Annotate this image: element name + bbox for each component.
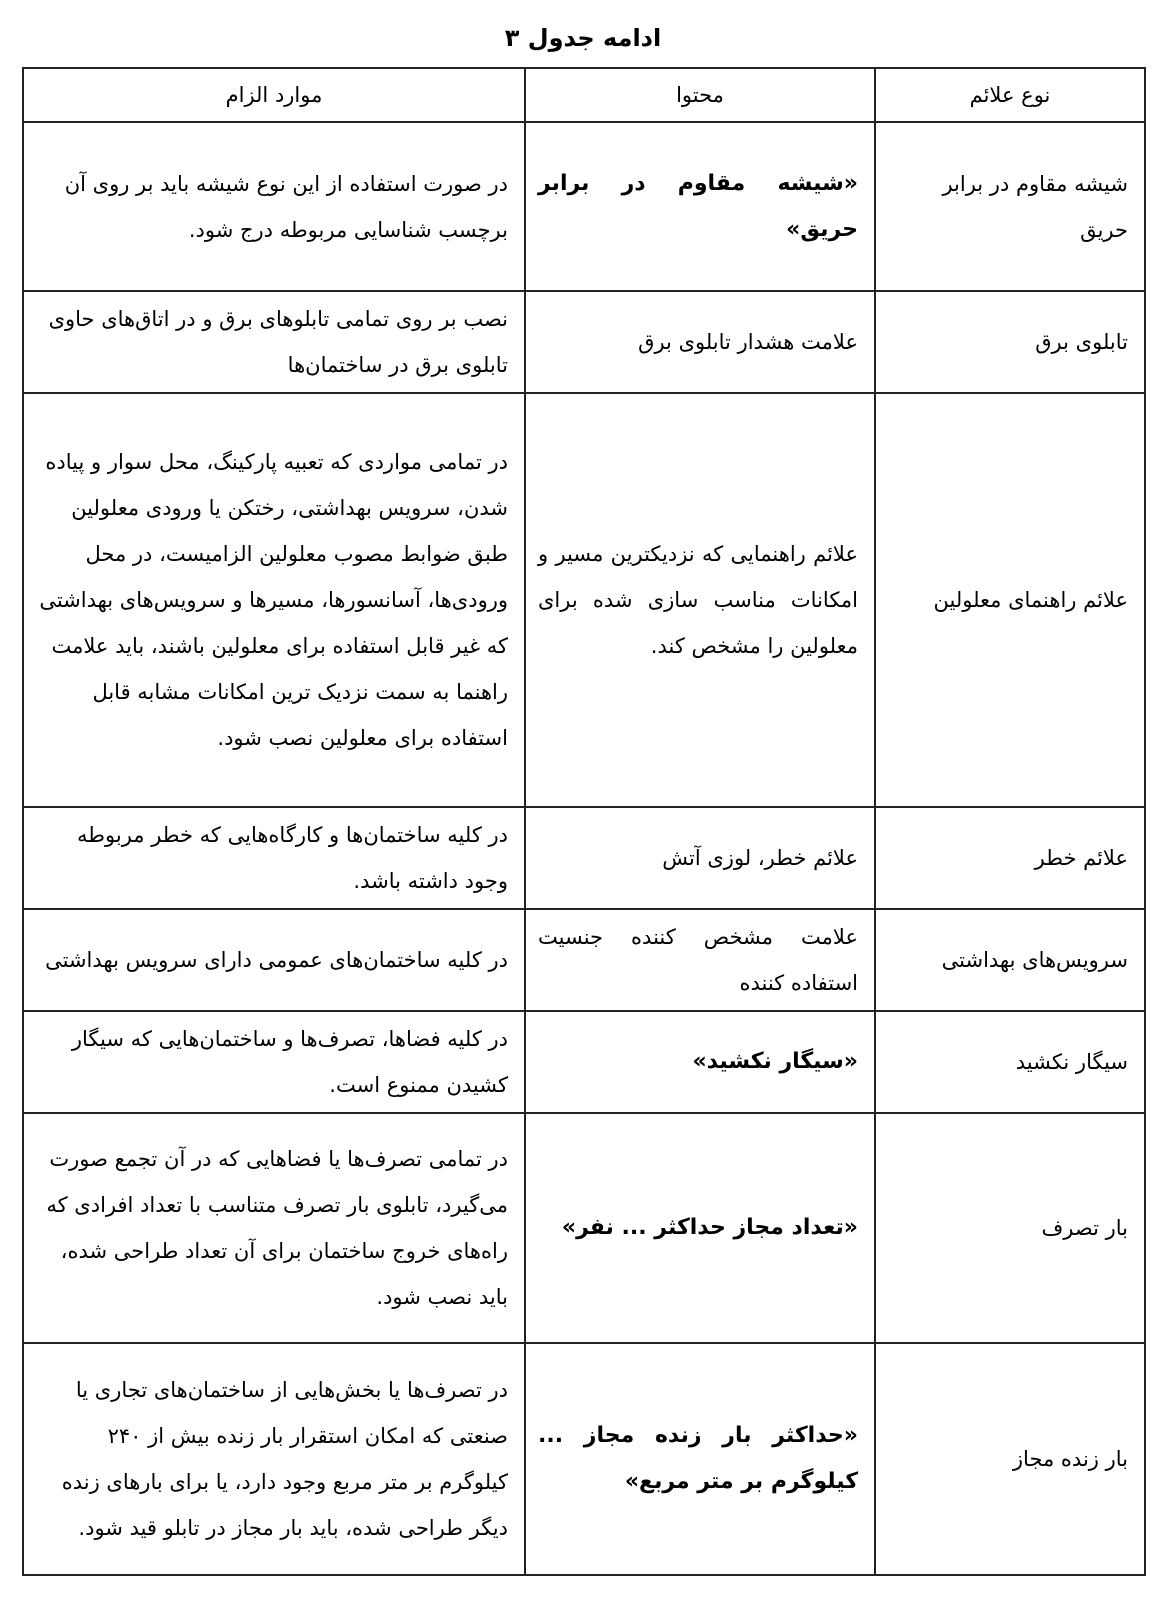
cell-requirements: در تصرف‌ها یا بخش‌هایی از ساختمان‌های تجاری یا صنعتی که امکان استقرار بار زنده بیش از ۲۴۰ کیلوگرم بر متر مربع وجود دارد، یا برای بارهای زنده دیگر طراحی شده، باید بار مجاز در تابلو قید شود. [23,1343,525,1575]
cell-content: علائم راهنمایی که نزدیکترین مسیر و امکانات مناسب سازی شده برای معلولین را مشخص کند. [525,393,875,807]
header-content: محتوا [525,68,875,122]
cell-sign-type: سرویس‌های بهداشتی [875,909,1145,1011]
cell-requirements: در کلیه ساختمان‌ها و کارگاه‌هایی که خطر مربوطه وجود داشته باشد. [23,807,525,909]
cell-content: «تعداد مجاز حداکثر ... نفر» [525,1113,875,1343]
cell-content: علامت هشدار تابلوی برق [525,291,875,393]
cell-sign-type: علائم راهنمای معلولین [875,393,1145,807]
header-requirements: موارد الزام [23,68,525,122]
cell-content: «سیگار نکشید» [525,1011,875,1113]
cell-content: علائم خطر، لوزی آتش [525,807,875,909]
table-row [23,807,1145,909]
table-row [23,393,1145,807]
header-sign-type: نوع علائم [875,68,1145,122]
cell-requirements: در صورت استفاده از این نوع شیشه باید بر روی آن برچسب شناسایی مربوطه درج شود. [23,122,525,291]
table-row [23,291,1145,393]
cell-sign-type: بار تصرف [875,1113,1145,1343]
table-header-row [23,68,1145,122]
cell-requirements: نصب بر روی تمامی تابلوهای برق و در اتاق‌های حاوی تابلوی برق در ساختمان‌ها [23,291,525,393]
cell-content: علامت مشخص کننده جنسیت استفاده کننده [525,909,875,1011]
cell-requirements: در تمامی تصرف‌ها یا فضاهایی که در آن تجمع صورت می‌گیرد، تابلوی بار تصرف متناسب با تعداد افرادی که راه‌های خروج ساختمان برای آن تعداد طراحی شده، باید نصب شود. [23,1113,525,1343]
cell-requirements: در تمامی مواردی که تعبیه پارکینگ، محل سوار و پیاده شدن، سرویس بهداشتی، رختکن یا ورودی معلولین طبق ضوابط مصوب معلولین الزامیست، در محل ورودی‌ها، آسانسورها، مسیرها و سرویس‌های بهداشتی که غیر قابل استفاده برای معلولین باشند، باید علامت راهنما به سمت نزدیک ترین امکانات مشابه قابل استفاده برای معلولین نصب شود. [23,393,525,807]
cell-sign-type: علائم خطر [875,807,1145,909]
table-title: ادامه جدول ۳ [504,24,662,52]
table-row [23,1011,1145,1113]
cell-requirements: در کلیه فضاها، تصرف‌ها و ساختمان‌هایی که سیگار کشیدن ممنوع است. [23,1011,525,1113]
cell-sign-type: شیشه مقاوم در برابر حریق [875,122,1145,291]
table-row [23,909,1145,1011]
cell-requirements: در کلیه ساختمان‌های عمومی دارای سرویس بهداشتی [23,909,525,1011]
cell-sign-type: سیگار نکشید [875,1011,1145,1113]
cell-sign-type: بار زنده مجاز [875,1343,1145,1575]
cell-sign-type: تابلوی برق [875,291,1145,393]
signs-table [22,67,1146,1576]
cell-content: «شیشه مقاوم در برابر حریق» [525,122,875,291]
table-row [23,122,1145,291]
table-row [23,1343,1145,1575]
table-row [23,1113,1145,1343]
cell-content: «حداکثر بار زنده مجاز ... کیلوگرم بر متر مربع» [525,1343,875,1575]
